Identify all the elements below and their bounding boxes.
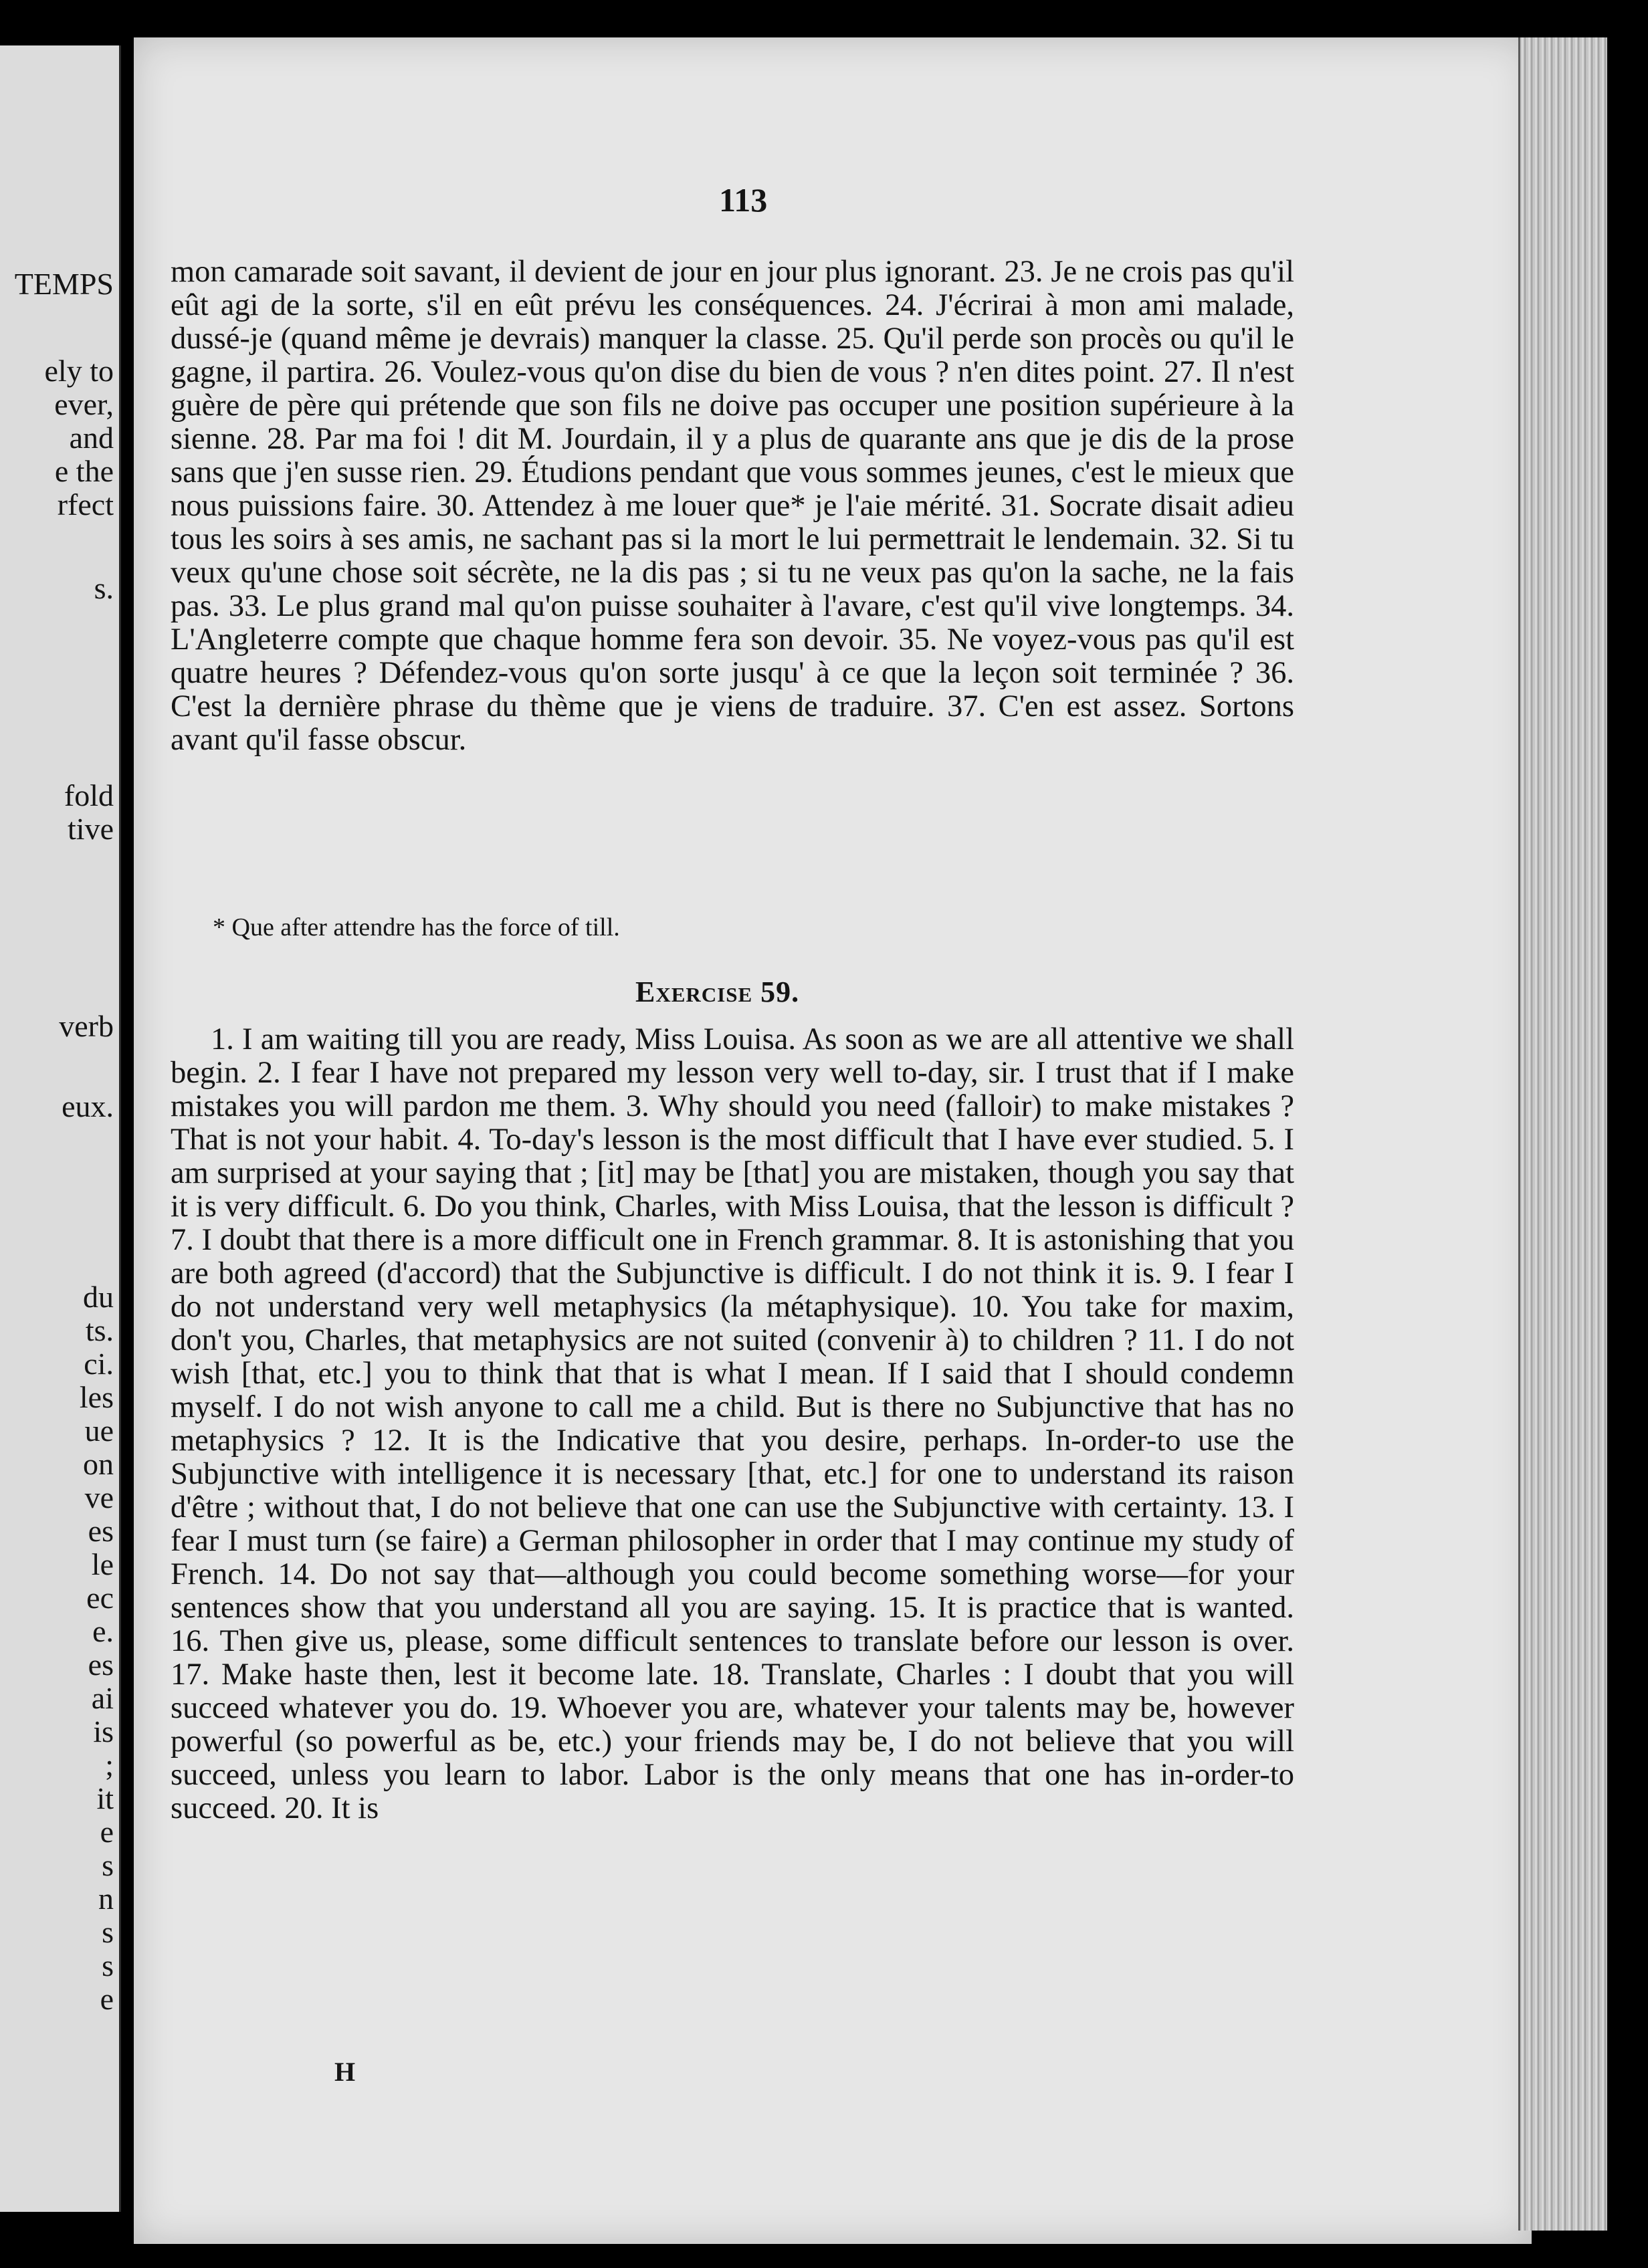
facing-page-line: ; xyxy=(105,1748,114,1782)
facing-page-line: ue xyxy=(84,1413,114,1448)
facing-page-line: ci. xyxy=(84,1347,114,1381)
facing-page-line: e xyxy=(100,1982,114,2016)
facing-page-line: ai xyxy=(91,1681,114,1715)
facing-page-line: on xyxy=(83,1447,114,1481)
exercise-heading: Exercise 59. xyxy=(635,976,800,1008)
facing-page-line: it xyxy=(96,1781,114,1815)
facing-page-line: es xyxy=(88,1648,114,1682)
exercise-text: 1. I am waiting till you are ready, Miss Louisa. As soon as we are all attentive we shall begin. 2. I fear I have not prepared my lesson very well to-day, sir. I trust that if I make mistakes you will pardon me them. 3. Why should you need (falloir) to make mistakes ? That is not your habit. 4. To-day's lesson is the most difficult that I have ever studied. 5. I am surprised at your saying that ; [it] may be [that] you are mistaken, though you say that it is very difficult. 6. Do you think, Charles, with Miss Louisa, that the lesson is difficult ? 7. I doubt that there is a more difficult one in French grammar. 8. It is astonishing that you are both agreed (d'accord) that the Subjunctive is difficult. I do not think it is. 9. I fear I do not understand very well metaphysics (la métaphysique). 10. You take for maxim, don't you, Charles, that metaphysics are not suited (convenir à) to children ? 11. I do not wish [that, etc.] you to think that that is what I mean. If I said that I should condemn myself. I do not wish anyone to call me a child. But is there no Subjunctive that has no metaphysics ? 12. It is the Indicative that you desire, perhaps. In-order-to use the Subjunctive with intelligence it is necessary [that, etc.] for one to understand its raison d'être ; without that, I do not believe that one can use the Subjunctive with certainty. 13. I fear I must turn (se faire) a German philosopher in order that I may continue my study of French. 14. Do not say that—although you could become something worse—for your sentences show that you understand all you are saying. 15. It is practice that is wanted. 16. Then give us, please, some difficult sentences to translate before our lesson is over. 17. Make haste then, lest it become late. 18. Translate, Charles : I doubt that you will succeed whatever you do. 19. Whoever you are, whatever your talents may be, however powerful (so powerful as be, etc.) your friends may be, I do not believe that you will succeed, unless you learn to labor. Labor is the only means that one has in-order-to succeed. 20. It is xyxy=(171,1022,1294,1825)
facing-page-line: and xyxy=(69,421,114,455)
facing-page-line: s xyxy=(102,1915,114,1949)
facing-page-line: ely to xyxy=(44,354,114,388)
facing-page-line: s xyxy=(102,1948,114,1982)
facing-page-line: is xyxy=(93,1714,114,1748)
facing-page-line: e the xyxy=(54,454,114,488)
french-sentences: mon camarade soit savant, il devient de jour en jour plus ignorant. 23. Je ne crois pas qu'il eût agi de la sorte, s'il en eût prévu les conséquences. 24. J'écrirai à mon ami malade, dussé-je (quand même je devrais) manquer la classe. 25. Qu'il perde son procès ou qu'il le gagne, il partira. 26. Voulez-vous qu'on dise du bien de vous ? n'en dites point. 27. Il n'est guère de père qui prétende que son fils ne doive pas occuper une position supérieure à la sienne. 28. Par ma foi ! dit M. Jourdain, il y a plus de quarante ans que je dis de la prose sans que j'en susse rien. 29. Étudions pendant que vous sommes jeunes, c'est le mieux que nous puissions faire. 30. Attendez à me louer que* je l'aie mérité. 31. Socrate disait adieu tous les soirs à ses amis, ne sachant pas si la mort le lui permettrait le lendemain. 32. Si tu veux qu'une chose soit sécrète, ne la dis pas ; si tu ne veux pas qu'on la sache, ne la fais pas. 33. Le plus grand mal qu'on puisse souhaiter à l'avare, c'est qu'il vive longtemps. 34. L'Angleterre compte que chaque homme fera son devoir. 35. Ne voyez-vous pas qu'il est quatre heures ? Défendez-vous qu'on sorte jusqu' à ce que la leçon soit terminée ? 36. C'est la dernière phrase du thème que je viens de traduire. 37. C'en est assez. Sortons avant qu'il fasse obscur. xyxy=(171,255,1294,757)
facing-page-line: es xyxy=(88,1514,114,1548)
facing-page-line: ts. xyxy=(85,1313,114,1347)
facing-page-line: le xyxy=(91,1547,114,1581)
facing-page-line: verb xyxy=(59,1009,114,1043)
facing-page-line: rfect xyxy=(57,487,114,522)
facing-page-line: ve xyxy=(84,1480,114,1514)
facing-page-line: du xyxy=(83,1280,114,1314)
page-edges xyxy=(1518,37,1607,2231)
page-number: 113 xyxy=(719,181,768,219)
footnote: * Que after attendre has the force of till. xyxy=(213,913,620,941)
facing-page-line: ec xyxy=(86,1581,114,1615)
facing-page-line: e. xyxy=(92,1614,114,1648)
facing-page-line: fold xyxy=(64,778,114,812)
facing-page-line: tive xyxy=(68,812,114,846)
facing-page-line: eux. xyxy=(62,1089,114,1123)
facing-page xyxy=(0,45,121,2212)
facing-page-line: s. xyxy=(94,571,114,605)
facing-page-line: TEMPS xyxy=(14,267,114,301)
facing-page-line: s xyxy=(102,1848,114,1882)
facing-page-line: n xyxy=(98,1882,114,1916)
facing-page-line: e xyxy=(100,1815,114,1849)
signature-mark: H xyxy=(334,2057,356,2087)
facing-page-line: ever, xyxy=(54,387,114,421)
facing-page-line: les xyxy=(79,1380,114,1414)
